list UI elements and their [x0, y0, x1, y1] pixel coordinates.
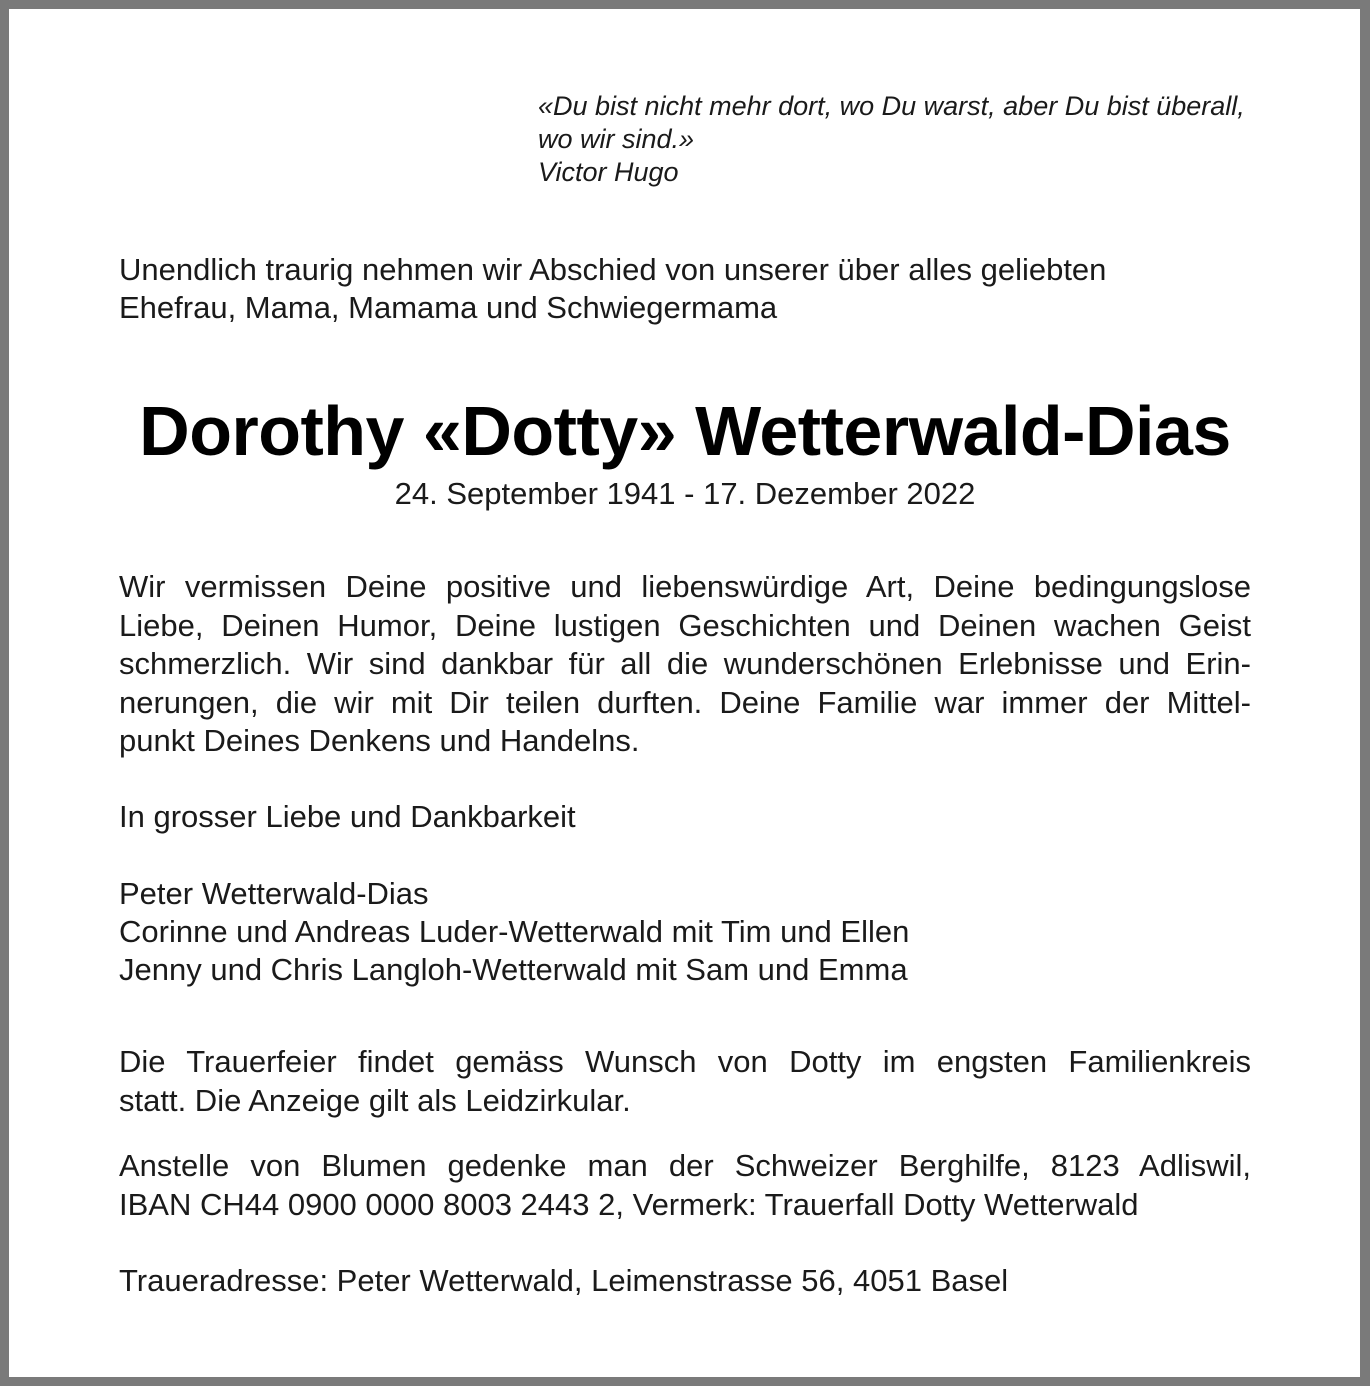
signer: Peter Wetterwald-Dias	[119, 876, 429, 911]
donation-paragraph	[119, 1147, 1251, 1224]
tribute-line: Wir vermissen Deine positive und liebenswürdige Art, Deine bedingungslose	[119, 569, 1251, 604]
signer: Corinne und Andreas Luder-Wetterwald mit Tim und Ellen	[119, 914, 910, 949]
donation-line: Anstelle von Blumen gedenke man der Schweizer Berghilfe, 8123 Adliswil,	[119, 1148, 1251, 1183]
ceremony-paragraph	[119, 1043, 1251, 1120]
ceremony-line: Die Trauerfeier findet gemäss Wunsch von Dotty im engsten Familienkreis	[119, 1044, 1251, 1079]
intro-line-2: Ehefrau, Mama, Mamama und Schwiegermama	[119, 290, 778, 325]
tribute-line: nerungen, die wir mit Dir teilen durften. Deine Familie war immer der Mittel-	[119, 684, 1251, 720]
obituary-page	[9, 9, 1360, 1377]
tribute-line: punkt Deines Denkens und Handelns.	[119, 723, 640, 758]
closing-line: In grosser Liebe und Dankbarkeit	[119, 799, 576, 834]
mourning-address: Traueradresse: Peter Wetterwald, Leimenstrasse 56, 4051 Basel	[119, 1263, 1009, 1298]
signer: Jenny und Chris Langloh-Wetterwald mit Sam und Emma	[119, 952, 908, 987]
intro-line-1: Unendlich traurig nehmen wir Abschied von unserer über alles geliebten	[119, 252, 1107, 287]
tribute-line: Liebe, Deinen Humor, Deine lustigen Geschichten und Deinen wachen Geist	[119, 607, 1251, 643]
quote-author: Victor Hugo	[538, 157, 679, 187]
signers-list	[119, 875, 1251, 989]
tribute-paragraph	[119, 568, 1251, 761]
life-dates: 24. September 1941 - 17. Dezember 2022	[394, 476, 976, 511]
donation-line: IBAN CH44 0900 0000 8003 2443 2, Vermerk: Trauerfall Dotty Wetterwald	[119, 1186, 1139, 1222]
quote-line-1: «Du bist nicht mehr dort, wo Du warst, aber Du bist überall,	[538, 91, 1245, 121]
intro-text	[119, 251, 1251, 327]
deceased-name: Dorothy «Dotty» Wetterwald-Dias	[139, 392, 1231, 470]
quote-line-2: wo wir sind.»	[538, 124, 695, 154]
ceremony-line: statt. Die Anzeige gilt als Leidzirkular.	[119, 1082, 631, 1118]
tribute-line: schmerzlich. Wir sind dankbar für all die wunderschönen Erlebnisse und Erin-	[119, 646, 1251, 681]
epigraph-quote	[538, 90, 1258, 189]
